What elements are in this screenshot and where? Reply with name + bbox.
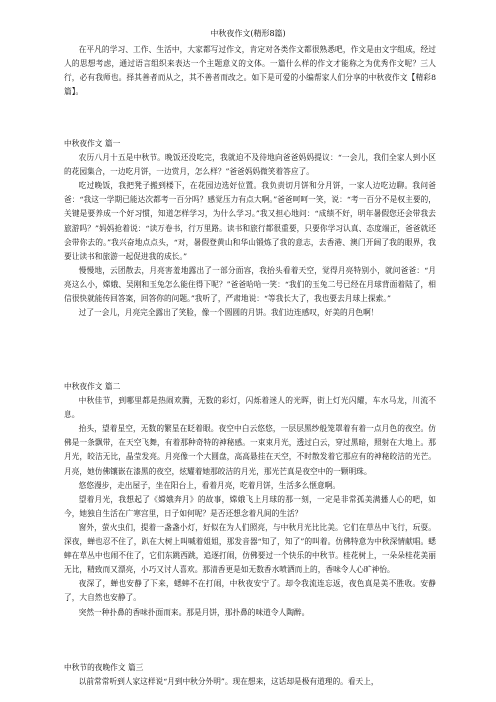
intro-paragraph: 在平凡的学习、工作、生活中，大家都写过作文，肯定对各类作文都很熟悉吧，作文是由文字组成，经过人的思想考虑，通过语言组织来表达一个主题意义的文体。一篇什么样的作文才能称之为优秀作文呢？三人行，必有我师也。择其善者而从之，其不善者而改之。如下是可爱的小编帮家人们分享的中秋夜作文【精彩8篇】。 — [64, 45, 436, 97]
section-1 — [64, 137, 436, 320]
section-paragraph: 以前常常听到人家这样说“月到中秋分外明”。现在想来，这话却是极有道理的。看天上， — [78, 677, 379, 687]
section-paragraph: 过了一会儿，月亮完全露出了笑脸，像一个圆圆的月饼。我们边连感叹，好美的月色啊！ — [78, 308, 379, 318]
section-paragraph: 中秋佳节，到哪里都是热闹欢腾，无数的彩灯，闪烁着迷人的光晖，街上灯光闪耀，车水马龙，川流不息。 — [64, 396, 436, 420]
document-title: 中秋夜作文(精形8篇) — [210, 29, 286, 38]
section-paragraph: 慢慢地，云团散去，月亮害羞地露出了一部分面容，我抬头看着天空，觉得月亮特别小，就问爸爸：“月亮这么小，嫦娥、吴刚和玉兔怎么能住得下呢？”爸爸哈哈一笑：“我们的玉兔二号已经在月球背面着陆了，相信很快就能传回答案，回答你的问题。”我听了，严肃地说：“等我长大了，我也要去月球上探索。” — [64, 265, 436, 304]
section-heading: 中秋节的夜晚作文 篇三 — [64, 663, 144, 672]
intro-block — [64, 43, 436, 99]
section-paragraph: 农历八月十五是中秋节。晚饭还没吃完，我就迫不及待地向爸爸妈妈提议：“一会儿，我们全家人到小区的花园集合，一边吃月饼，一边赏月，怎么样？”爸爸妈妈微笑着答应了。 — [64, 153, 436, 177]
section-paragraph: 抬头，望着星空，无数的繁星在眨着眼。夜空中白云悠悠，一层层黑纱般笼罩着有着一点月色的夜空。仿佛是一条飘带，在天空飞舞，有着那种奇特的神秘感。一束束月光，透过白云，穿过黑暗，照射在大地上。那月光，皎洁无比，晶莹发亮。月亮像一个大圆盘，高高悬挂在天空，不时散发着它那应有的神秘皎洁的光芒。月亮，她仿佛镶嵌在漆黑的夜空，炫耀着她那皎洁的月光，那光芒真是夜空中的一颗明珠。 — [64, 424, 436, 476]
section-heading: 中秋夜作文 篇一 — [64, 139, 121, 148]
section-3 — [64, 661, 436, 689]
section-paragraph: 吃过晚饭，我把凳子搬到楼下，在花园边选好位置。我负责切月饼和分月饼，一家人边吃边聊。我问爸爸：“我这一学期已能达次都考一百分吗？感觉压力有点大啊。”爸爸呵呵一笑，说：“考一百分不是权主要的，关键是要养成一个好习惯，知道怎样学习，为什么学习。”我又担心地问：“成绩不好，明年暑假您还会带我去旅游吗？”妈妈抢着说：“读万卷书，行万里路。读书和旅行都很重要，只要你学习认真、态度端正，爸爸就还会带你去的。”我兴奋地点点头，“对，暑假登黄山和华山锻炼了我的意志，去香港、澳门开阔了我的眼界，我要让读书和旅游一起促进我的成长。” — [64, 181, 436, 261]
section-paragraph: 突然一种扑鼻的香味扑面而来。那是月饼，那扑鼻的味道令人陶醉。 — [78, 607, 310, 617]
section-paragraph: 窗外，萤火虫们，提着一盏盏小灯，好似在为人们照亮，与中秋月光比比美。它们在草丛中飞行，玩耍。深夜，蝉也忍不住了，趴在大树上叫喊着姐姐，那发音器“知了，知了”的叫着。仿佛特意为中秋深情献唱。蟋蟀在草丛中也闹不住了，它们东跳西跳，追逐打闹，仿佛要过一个快乐的中秋节。桂花树上，一朵朵桂花美丽无比，精致而又漂亮，小巧又讨人喜欢。那清香更是如无数香水喷洒而上的，香味令人心旷神怡。 — [64, 522, 436, 575]
section-heading: 中秋夜作文 篇二 — [64, 382, 121, 391]
section-2 — [64, 380, 436, 620]
section-paragraph: 望着月光，我想起了《嫦娥奔月》的故事，嫦娥飞上月球的那一刻，一定是非常孤美满播人心的吧，如今，她独自生活在广寒宫里，日子如何呢？是否还想念着凡间的生活？ — [64, 494, 436, 518]
section-paragraph: 悠悠漫步，走出屋子，坐在阳台上，看着月亮，吃着月饼，生活多么惬意啊。 — [78, 480, 341, 490]
section-paragraph: 夜深了，蝉也安静了下来，蟋蟀不在打闹，中秋夜安宁了。却令我流连忘返，夜色真是美不胜收。安静了，大自然也安静了。 — [64, 579, 436, 603]
